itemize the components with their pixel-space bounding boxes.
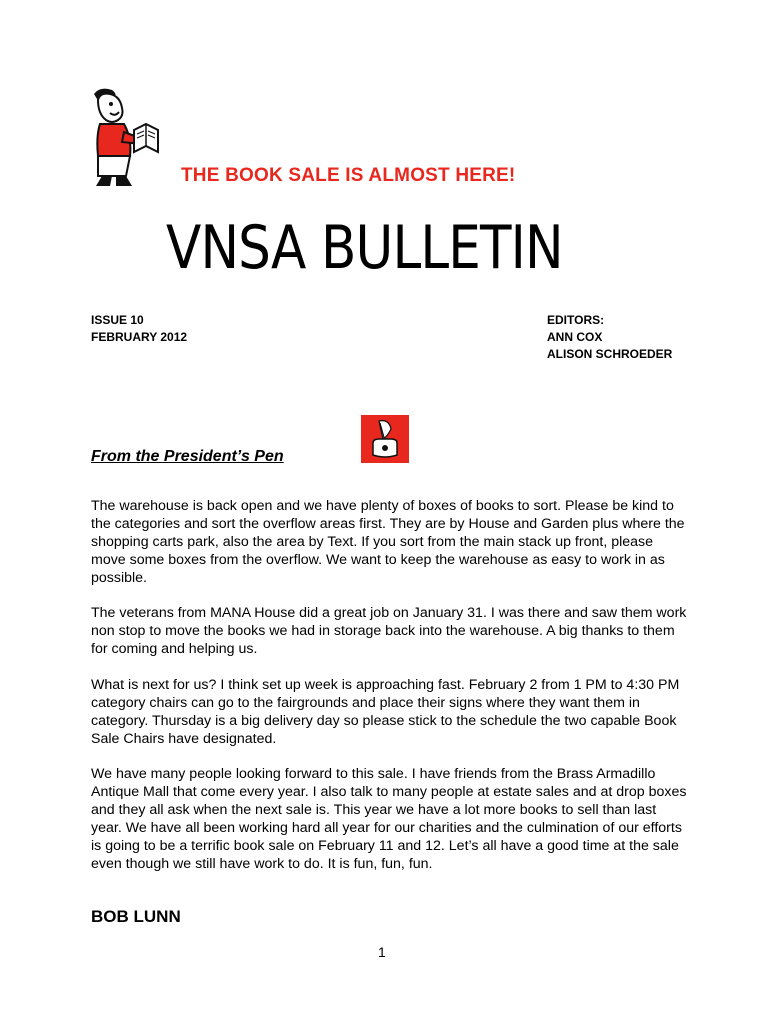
issue-info	[91, 312, 187, 346]
quill-inkwell-icon	[361, 415, 409, 463]
page-number: 1	[378, 944, 386, 960]
paragraph: The warehouse is back open and we have plenty of boxes of books to sort. Please be kind to the categories and sort the overflow areas first. They are by House and Garden plus where the shopping carts park, also the area by Text. If you sort from the main stack up front, please move some boxes from the overflow. We want to keep the warehouse as easy to work in as possible.	[91, 498, 685, 586]
paragraph: We have many people looking forward to this sale. I have friends from the Brass Armadillo Antique Mall that come every year. I also talk to many people at estate sales and at drop boxes and they all ask when the next sale is. This year we have a lot more books to sell than last year. We have all been working hard all year for our charities and the culmination of our efforts is going to be a terrific book sale on February 11 and 12. Let’s all have a good time at the sale even though we still have work to do. It is fun, fun, fun.	[91, 766, 687, 872]
headline: THE BOOK SALE IS ALMOST HERE!	[181, 165, 516, 186]
signature: BOB LUNN	[91, 907, 181, 926]
editor-name: ANN COX	[547, 330, 603, 344]
editor-name: ALISON SCHROEDER	[547, 347, 673, 361]
issue-number: ISSUE 10	[91, 313, 144, 327]
editors-label: EDITORS:	[547, 313, 605, 327]
editors-info	[547, 312, 672, 363]
issue-date: FEBRUARY 2012	[91, 330, 188, 344]
man-reading-book-icon	[86, 86, 168, 190]
bulletin-title: VNSA BULLETIN	[166, 213, 563, 283]
paragraph: What is next for us? I think set up week is approaching fast. February 2 from 1 PM to 4:30 PM category chairs can go to the fairgrounds and place their signs where they want them in category. Thursday is a big delivery day so please stick to the schedule the two capable Book Sale Chairs have designated.	[91, 677, 680, 747]
section-heading: From the President’s Pen	[91, 448, 284, 465]
paragraph: The veterans from MANA House did a great job on January 31. I was there and saw them work non stop to move the books we had in storage back into the warehouse. A big thanks to them for coming and helping us.	[91, 605, 687, 657]
